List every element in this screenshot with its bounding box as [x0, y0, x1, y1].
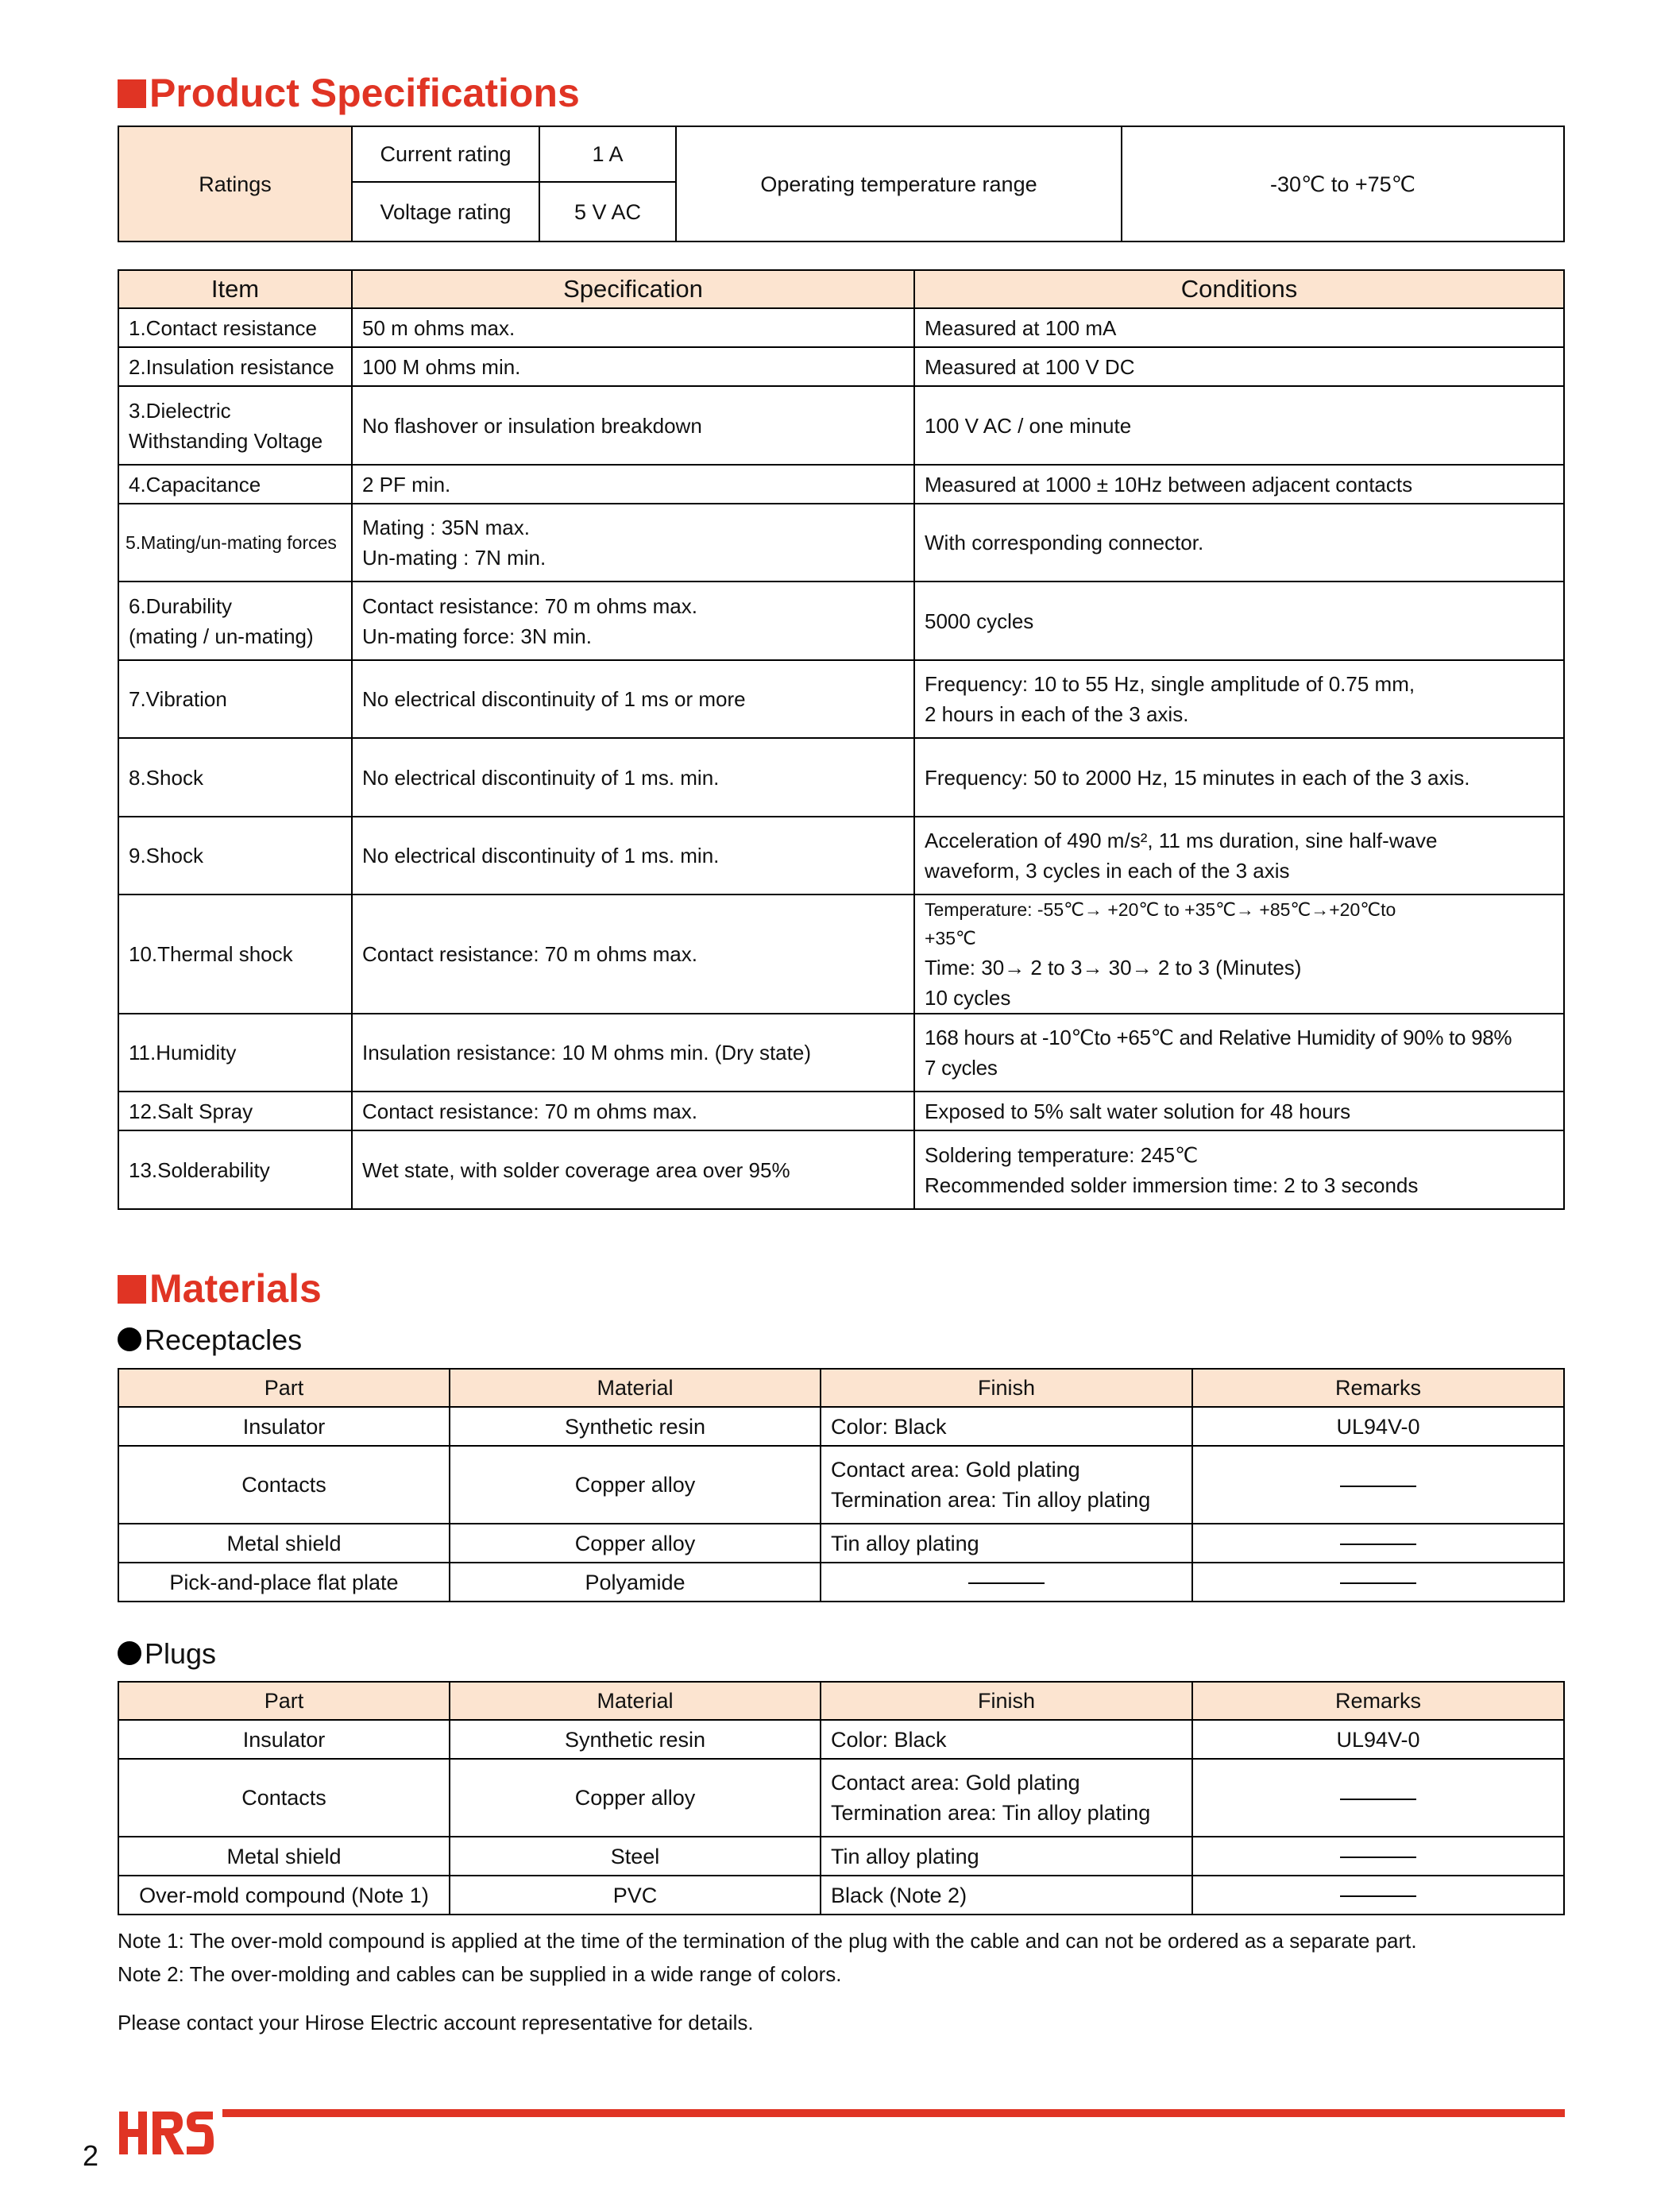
remarks-header: Remarks — [1192, 1682, 1564, 1720]
table-row — [118, 1563, 1564, 1602]
finish-cell: Black (Note 2) — [821, 1876, 1192, 1915]
table-row — [118, 504, 1564, 582]
table-row — [118, 1092, 1564, 1130]
spec-condition: Measured at 100 V DC — [914, 347, 1564, 386]
dash-placeholder — [1340, 1799, 1416, 1800]
thermal-temperature-text: Temperature: -55℃→ +20℃ to +35℃→ +85℃→+20℃to +35℃ — [925, 899, 1396, 949]
table-row — [118, 308, 1564, 347]
spec-item: 11.Humidity — [118, 1014, 352, 1092]
table-row — [118, 1837, 1564, 1876]
finish-cell: Tin alloy plating — [821, 1837, 1192, 1876]
specification-header: Specification — [352, 270, 914, 308]
remarks-cell — [1192, 1563, 1564, 1602]
finish-cell: Contact area: Gold plating Termination area: Tin alloy plating — [821, 1446, 1192, 1524]
note-2: Note 2: The over-molding and cables can be supplied in a wide range of colors. — [118, 1962, 842, 1986]
footer-red-rule — [222, 2109, 1565, 2117]
table-row — [118, 1759, 1564, 1837]
spec-condition: Acceleration of 490 m/s², 11 ms duration, sine half-wave waveform, 3 cycles in each of the 3 axis — [914, 817, 1564, 895]
material-header: Material — [450, 1682, 821, 1720]
red-square-icon — [118, 1275, 146, 1304]
table-row — [118, 347, 1564, 386]
spec-value: No electrical discontinuity of 1 ms. min. — [352, 817, 914, 895]
table-row — [118, 1876, 1564, 1915]
material-cell: PVC — [450, 1876, 821, 1915]
remarks-cell — [1192, 1759, 1564, 1837]
bullet-icon — [118, 1327, 141, 1351]
spec-value: 100 M ohms min. — [352, 347, 914, 386]
spec-item: 5.Mating/un-mating forces — [118, 504, 352, 582]
bullet-icon — [118, 1641, 141, 1665]
material-header: Material — [450, 1369, 821, 1407]
table-row — [118, 1720, 1564, 1759]
finish-cell: Color: Black — [821, 1407, 1192, 1446]
material-cell: Synthetic resin — [450, 1407, 821, 1446]
part-cell: Insulator — [118, 1720, 450, 1759]
spec-value: 2 PF min. — [352, 465, 914, 504]
spec-item: 1.Contact resistance — [118, 308, 352, 347]
specifications-table — [118, 269, 1565, 1210]
spec-condition — [914, 895, 1564, 1014]
spec-header-row — [118, 270, 1564, 308]
part-header: Part — [118, 1369, 450, 1407]
conditions-header: Conditions — [914, 270, 1564, 308]
material-cell: Copper alloy — [450, 1759, 821, 1837]
spec-condition: Soldering temperature: 245℃ Recommended solder immersion time: 2 to 3 seconds — [914, 1130, 1564, 1209]
table-row — [118, 1407, 1564, 1446]
spec-value: No electrical discontinuity of 1 ms. min. — [352, 738, 914, 817]
table-row — [118, 465, 1564, 504]
part-cell: Pick-and-place flat plate — [118, 1563, 450, 1602]
plugs-table — [118, 1681, 1565, 1915]
material-cell: Copper alloy — [450, 1524, 821, 1563]
voltage-rating-value: 5 V AC — [539, 182, 676, 241]
part-cell: Over-mold compound (Note 1) — [118, 1876, 450, 1915]
spec-condition: Frequency: 10 to 55 Hz, single amplitude of 0.75 mm, 2 hours in each of the 3 axis. — [914, 660, 1564, 738]
table-row — [118, 817, 1564, 895]
spec-value: No electrical discontinuity of 1 ms or more — [352, 660, 914, 738]
spec-value: Wet state, with solder coverage area over 95% — [352, 1130, 914, 1209]
finish-header: Finish — [821, 1682, 1192, 1720]
table-row — [118, 582, 1564, 660]
table-row — [118, 660, 1564, 738]
spec-value: Insulation resistance: 10 M ohms min. (Dry state) — [352, 1014, 914, 1092]
dash-placeholder — [1340, 1544, 1416, 1545]
remarks-cell — [1192, 1837, 1564, 1876]
spec-condition: Measured at 100 mA — [914, 308, 1564, 347]
operating-temp-label: Operating temperature range — [676, 126, 1122, 241]
dash-placeholder — [968, 1582, 1045, 1584]
spec-value: Contact resistance: 70 m ohms max. — [352, 1092, 914, 1130]
spec-condition: Frequency: 50 to 2000 Hz, 15 minutes in each of the 3 axis. — [914, 738, 1564, 817]
spec-condition: 168 hours at -10℃to +65℃ and Relative Humidity of 90% to 98% 7 cycles — [914, 1014, 1564, 1092]
spec-condition: 5000 cycles — [914, 582, 1564, 660]
table-row — [118, 1524, 1564, 1563]
ratings-label: Ratings — [118, 126, 352, 241]
page-number: 2 — [83, 2139, 99, 2172]
part-cell: Metal shield — [118, 1524, 450, 1563]
finish-cell: Color: Black — [821, 1720, 1192, 1759]
material-cell: Polyamide — [450, 1563, 821, 1602]
item-header: Item — [118, 270, 352, 308]
finish-header: Finish — [821, 1369, 1192, 1407]
materials-header-row — [118, 1369, 1564, 1407]
part-cell: Contacts — [118, 1446, 450, 1524]
remarks-cell — [1192, 1876, 1564, 1915]
spec-item: 6.Durability (mating / un-mating) — [118, 582, 352, 660]
spec-item: 10.Thermal shock — [118, 895, 352, 1014]
materials-title: Materials — [118, 1269, 322, 1308]
finish-cell — [821, 1563, 1192, 1602]
material-cell: Synthetic resin — [450, 1720, 821, 1759]
spec-item: 2.Insulation resistance — [118, 347, 352, 386]
current-rating-value: 1 A — [539, 126, 676, 182]
table-row — [118, 1130, 1564, 1209]
remarks-cell — [1192, 1446, 1564, 1524]
material-cell: Copper alloy — [450, 1446, 821, 1524]
table-row — [118, 1014, 1564, 1092]
spec-condition: Measured at 1000 ± 10Hz between adjacent contacts — [914, 465, 1564, 504]
hrs-logo — [118, 2108, 214, 2158]
remarks-cell: UL94V-0 — [1192, 1407, 1564, 1446]
dash-placeholder — [1340, 1582, 1416, 1584]
product-specifications-title: Product Specifications — [118, 73, 580, 113]
spec-item: 8.Shock — [118, 738, 352, 817]
materials-header-row — [118, 1682, 1564, 1720]
remarks-cell — [1192, 1524, 1564, 1563]
spec-item: 12.Salt Spray — [118, 1092, 352, 1130]
receptacles-table — [118, 1368, 1565, 1602]
operating-temp-value: -30℃ to +75℃ — [1122, 126, 1564, 241]
spec-item: 3.Dielectric Withstanding Voltage — [118, 386, 352, 465]
part-header: Part — [118, 1682, 450, 1720]
material-cell: Steel — [450, 1837, 821, 1876]
spec-value: 50 m ohms max. — [352, 308, 914, 347]
thermal-time-text: Time: 30→ 2 to 3→ 30→ 2 to 3 (Minutes) 10 cycles — [925, 956, 1302, 1010]
spec-item: 9.Shock — [118, 817, 352, 895]
voltage-rating-label: Voltage rating — [352, 182, 539, 241]
finish-cell: Contact area: Gold plating Termination area: Tin alloy plating — [821, 1759, 1192, 1837]
spec-value: Contact resistance: 70 m ohms max. Un-mating force: 3N min. — [352, 582, 914, 660]
dash-placeholder — [1340, 1895, 1416, 1897]
spec-condition: 100 V AC / one minute — [914, 386, 1564, 465]
part-cell: Insulator — [118, 1407, 450, 1446]
spec-condition: Exposed to 5% salt water solution for 48 hours — [914, 1092, 1564, 1130]
current-rating-label: Current rating — [352, 126, 539, 182]
spec-value: Contact resistance: 70 m ohms max. — [352, 895, 914, 1014]
table-row — [118, 738, 1564, 817]
receptacles-subtitle: Receptacles — [118, 1326, 302, 1354]
remarks-cell: UL94V-0 — [1192, 1720, 1564, 1759]
spec-value: Mating : 35N max. Un-mating : 7N min. — [352, 504, 914, 582]
remarks-header: Remarks — [1192, 1369, 1564, 1407]
table-row — [118, 1446, 1564, 1524]
spec-condition: With corresponding connector. — [914, 504, 1564, 582]
finish-cell: Tin alloy plating — [821, 1524, 1192, 1563]
part-cell: Contacts — [118, 1759, 450, 1837]
spec-item: 4.Capacitance — [118, 465, 352, 504]
note-1: Note 1: The over-mold compound is applied at the time of the termination of the plug with the cable and can not be ordered as a separate part. — [118, 1929, 1417, 1953]
table-row — [118, 386, 1564, 465]
spec-item: 13.Solderability — [118, 1130, 352, 1209]
contact-note: Please contact your Hirose Electric account representative for details. — [118, 2011, 754, 2034]
dash-placeholder — [1340, 1486, 1416, 1487]
ratings-table — [118, 126, 1565, 242]
spec-item: 7.Vibration — [118, 660, 352, 738]
dash-placeholder — [1340, 1857, 1416, 1858]
red-square-icon — [118, 79, 146, 108]
part-cell: Metal shield — [118, 1837, 450, 1876]
spec-value: No flashover or insulation breakdown — [352, 386, 914, 465]
plugs-subtitle: Plugs — [118, 1640, 216, 1668]
table-row — [118, 895, 1564, 1014]
